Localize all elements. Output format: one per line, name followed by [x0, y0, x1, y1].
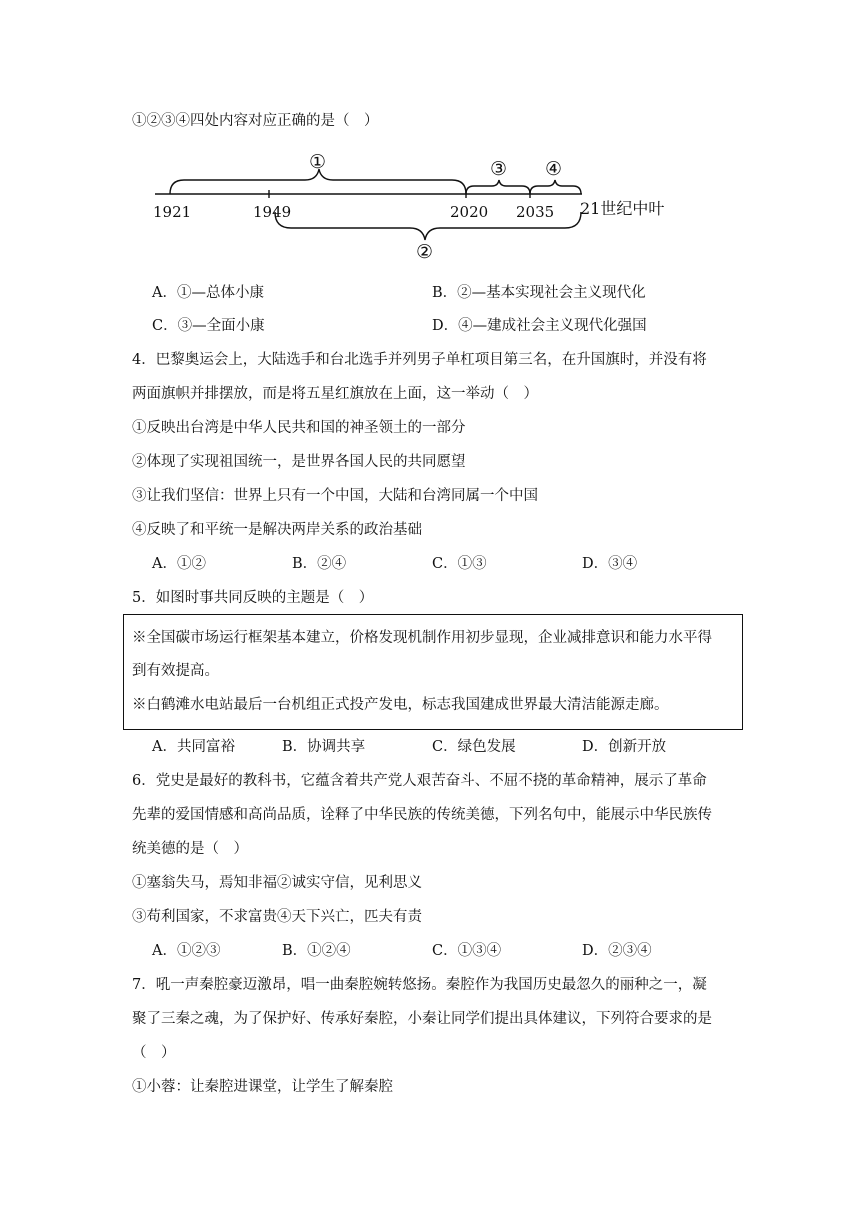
q5-option-c[interactable]: C．绿色发展 — [432, 739, 516, 755]
q6-option-d[interactable]: D．②③④ — [582, 943, 652, 959]
q7-stem-line3: （ ） — [132, 1045, 176, 1061]
q5-box-line3: ※白鹤滩水电站最后一台机组正式投产发电，标志我国建成世界最大清洁能源走廊。 — [132, 697, 669, 713]
q4-option-d[interactable]: D．③④ — [582, 556, 638, 572]
q6-option-c[interactable]: C．①③④ — [432, 943, 502, 959]
timeline-lines — [0, 0, 867, 280]
q4-stem-line1: 4．巴黎奥运会上，大陆选手和台北选手并列男子单杠项目第三名，在升国旗时，并没有将 — [132, 352, 707, 368]
q4-statement-2: ②体现了实现祖国统一，是世界各国人民的共同愿望 — [132, 454, 466, 470]
q4-statement-4: ④反映了和平统一是解决两岸关系的政治基础 — [132, 522, 422, 538]
q4-statement-3: ③让我们坚信：世界上只有一个中国，大陆和台湾同属一个中国 — [132, 488, 538, 504]
brace-label-3: ③ — [490, 158, 508, 180]
q6-stem-line2: 先辈的爱国情感和高尚品质，诠释了中华民族的传统美德，下列名句中，能展示中华民族传 — [132, 807, 712, 823]
year-1949: 1949 — [253, 203, 292, 221]
q6-statements-line1: ①塞翁失马，焉知非福②诚实守信，见利思义 — [132, 875, 422, 891]
q6-option-a[interactable]: A．①②③ — [152, 943, 221, 959]
q5-option-a[interactable]: A．共同富裕 — [152, 739, 235, 755]
brace-label-4: ④ — [545, 158, 563, 180]
q5-option-b[interactable]: B．协调共享 — [282, 739, 366, 755]
q6-option-b[interactable]: B．①②④ — [282, 943, 351, 959]
q6-stem-line1: 6．党史是最好的教科书，它蕴含着共产党人艰苦奋斗、不屈不挠的革命精神，展示了革命 — [132, 773, 707, 789]
q5-box-line1: ※全国碳市场运行框架基本建立，价格发现机制作用初步显现，企业减排意识和能力水平得 — [132, 630, 712, 646]
q3-option-b[interactable]: B．②—基本实现社会主义现代化 — [432, 285, 646, 301]
q5-option-d[interactable]: D．创新开放 — [582, 739, 667, 755]
brace-label-1: ① — [309, 151, 327, 173]
q6-stem-line3: 统美德的是（ ） — [132, 841, 248, 857]
q3-option-d[interactable]: D．④—建成社会主义现代化强国 — [432, 318, 647, 334]
q7-stem-line2: 聚了三秦之魂，为了保护好、传承好秦腔，小秦让同学们提出具体建议，下列符合要求的是 — [132, 1011, 712, 1027]
year-1921: 1921 — [153, 203, 192, 221]
q4-stem-line2: 两面旗帜并排摆放，而是将五星红旗放在上面，这一举动（ ） — [132, 386, 538, 402]
brace-4 — [530, 180, 581, 194]
q3-option-c[interactable]: C．③—全面小康 — [152, 318, 265, 334]
q5-stem: 5．如图时事共同反映的主题是（ ） — [132, 590, 374, 606]
q4-option-c[interactable]: C．①③ — [432, 556, 487, 572]
brace-3 — [466, 180, 530, 194]
q7-stem-line1: 7．吼一声秦腔豪迈激昂，唱一曲秦腔婉转悠扬。秦腔作为我国历史最忽久的丽种之一，凝 — [132, 977, 707, 993]
q4-option-b[interactable]: B．②④ — [292, 556, 347, 572]
q5-box-line2: 到有效提高。 — [132, 663, 219, 679]
q4-option-a[interactable]: A．①② — [152, 556, 206, 572]
year-2020: 2020 — [450, 203, 489, 221]
year-mid-century: 21世纪中叶 — [580, 199, 665, 218]
q6-statements-line2: ③苟利国家，不求富贵④天下兴亡，匹夫有责 — [132, 909, 422, 925]
year-2035: 2035 — [516, 203, 555, 221]
q3-option-a[interactable]: A．①—总体小康 — [152, 285, 264, 301]
q4-statement-1: ①反映出台湾是中华人民共和国的神圣领土的一部分 — [132, 420, 466, 436]
q3-stem: ①②③④四处内容对应正确的是（ ） — [132, 113, 379, 129]
q7-statement-1: ①小蓉：让秦腔进课堂，让学生了解秦腔 — [132, 1079, 393, 1095]
brace-label-2: ② — [416, 241, 434, 263]
